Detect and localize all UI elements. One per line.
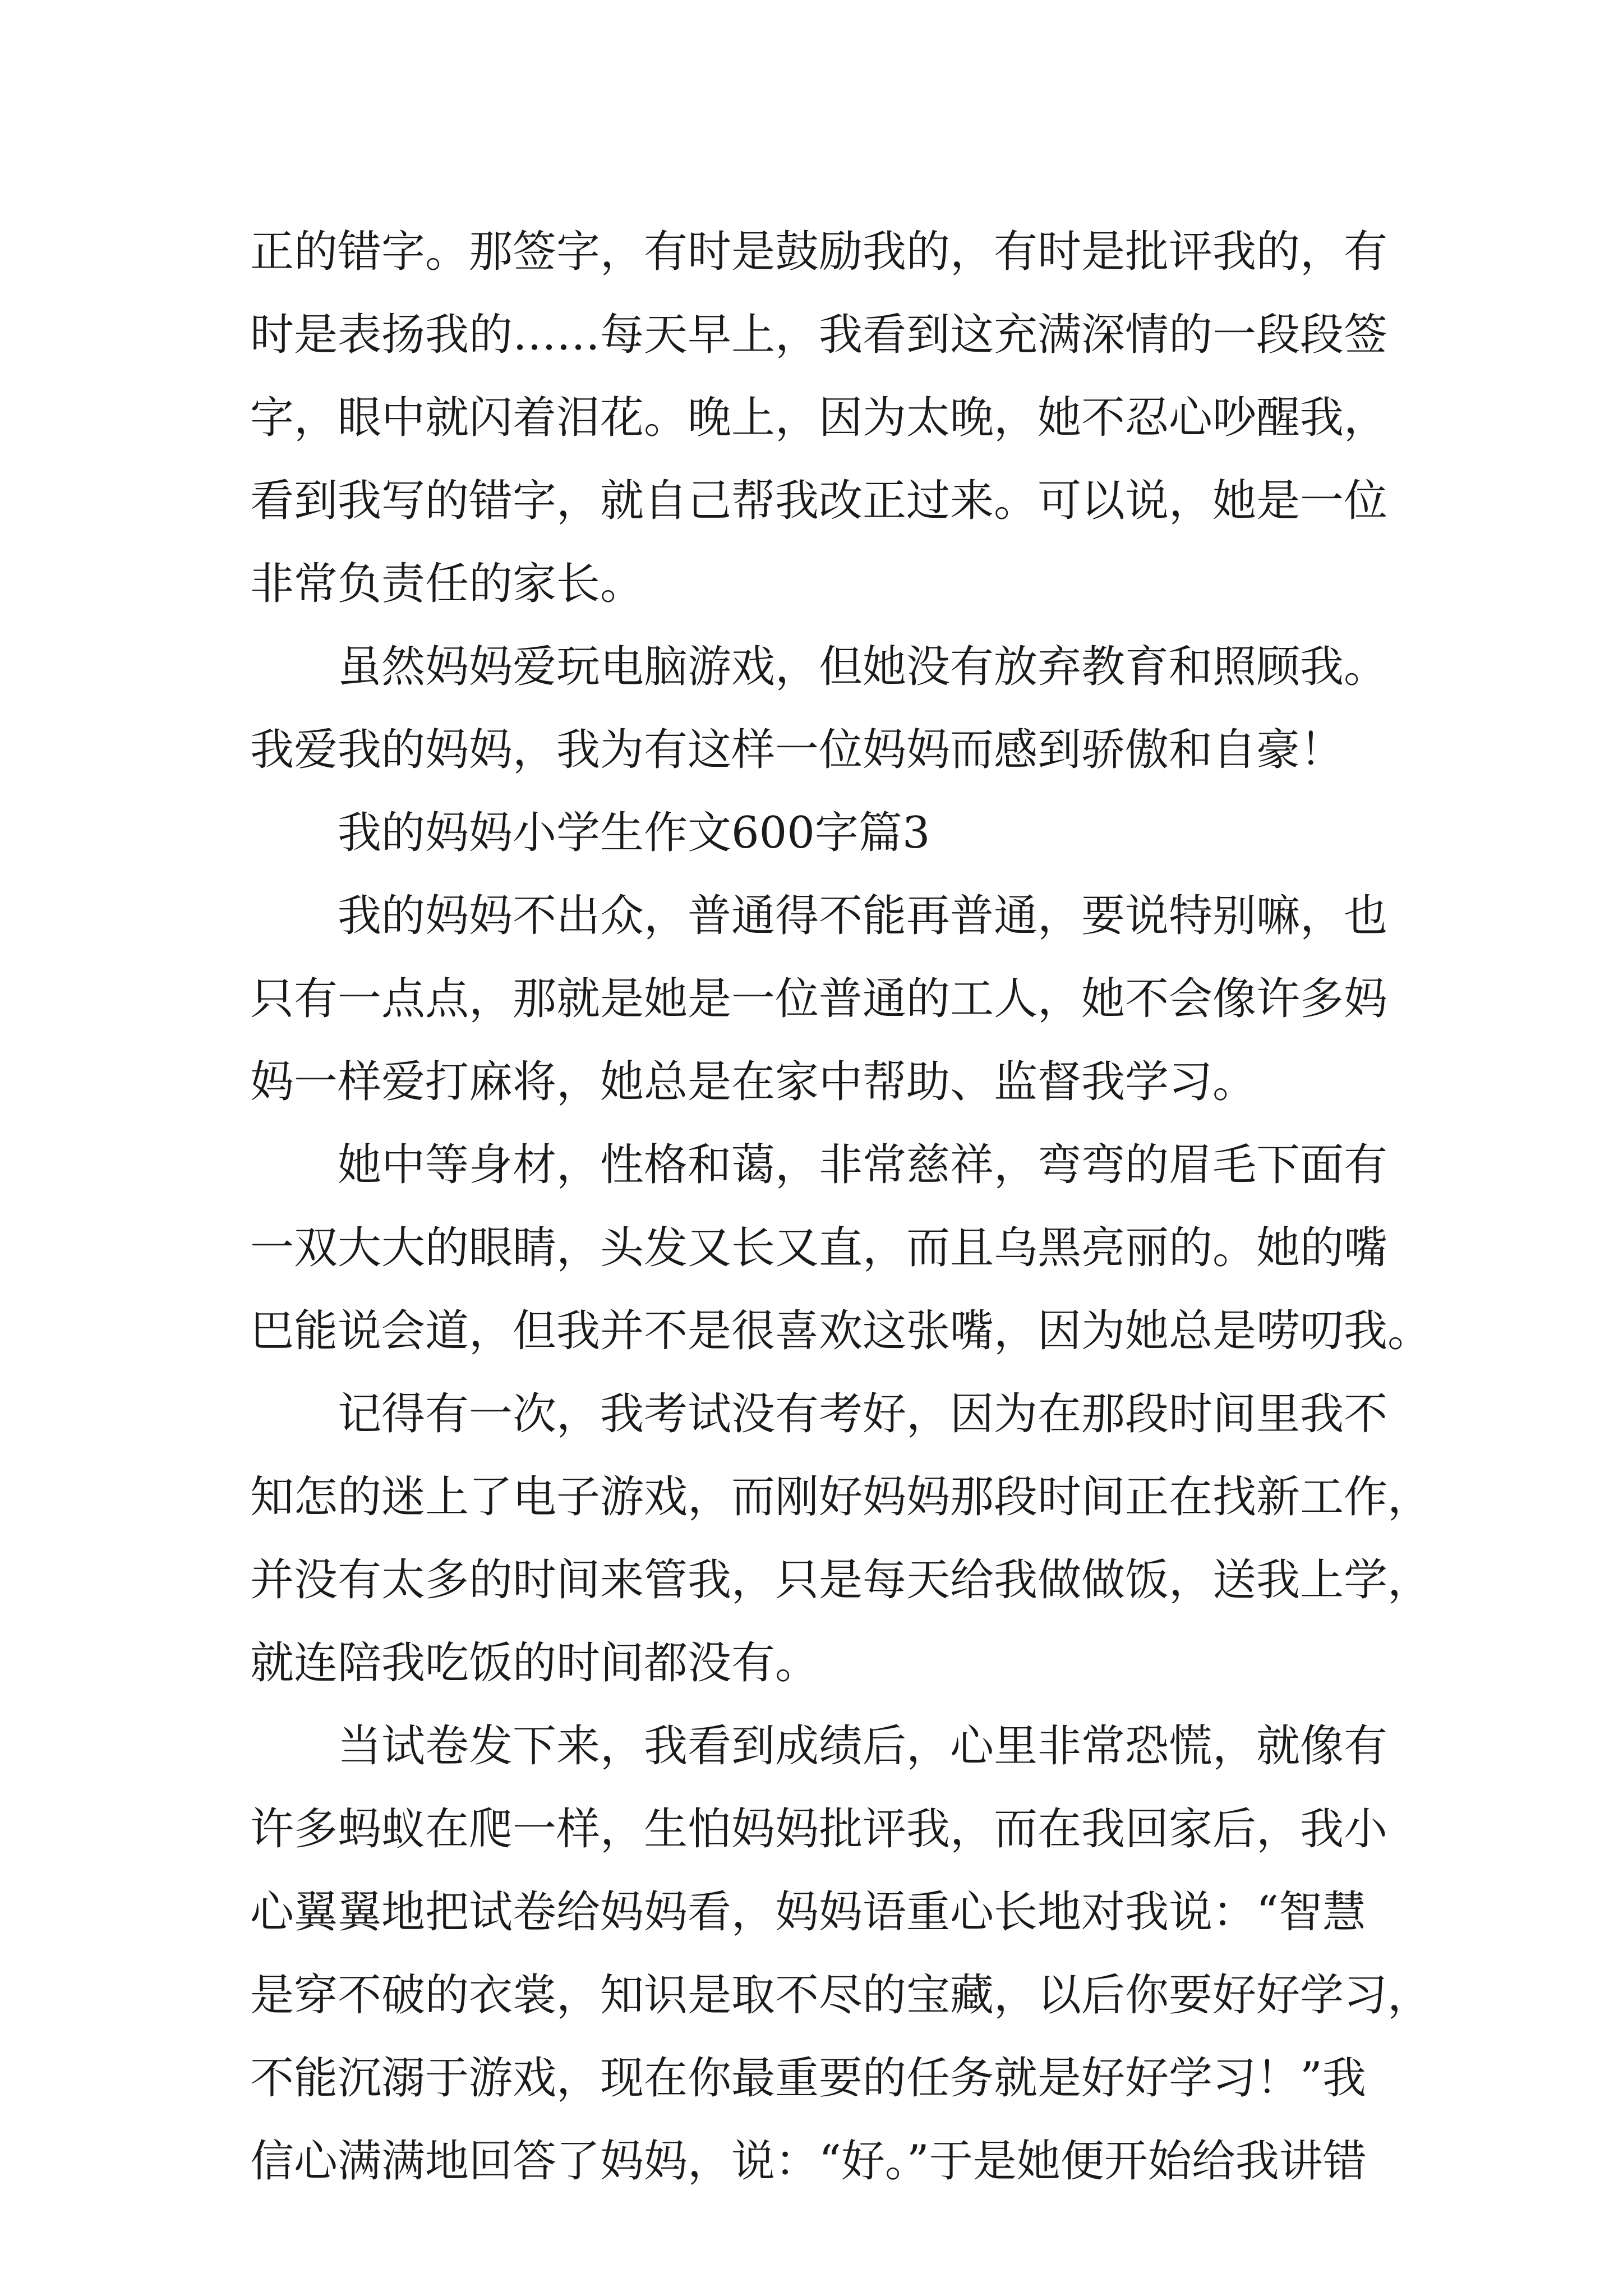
text-line: 不能沉溺于游戏，现在你最重要的任务就是好好学习！”我 xyxy=(250,2053,1366,2104)
text-line: 并没有太多的时间来管我，只是每天给我做做饭，送我上学， xyxy=(250,1555,1432,1605)
text-line: 非常负责任的家长。 xyxy=(250,559,644,609)
text-line: 只有一点点，那就是她是一位普通的工人，她不会像许多妈 xyxy=(250,974,1388,1024)
text-line: 巴能说会道，但我并不是很喜欢这张嘴，因为她总是唠叨我。 xyxy=(250,1306,1432,1356)
text-line: 心翼翼地把试卷给妈妈看，妈妈语重心长地对我说：“智慧 xyxy=(250,1887,1366,1938)
paragraph-start: 记得有一次，我考试没有考好，因为在那段时间里我不 xyxy=(338,1389,1388,1439)
paragraph-start: 虽然妈妈爱玩电脑游戏，但她没有放弃教育和照顾我。 xyxy=(338,642,1388,692)
text-line: 是穿不破的衣裳，知识是取不尽的宝藏，以后你要好好学习， xyxy=(250,1970,1432,2021)
text-line: 就连陪我吃饭的时间都没有。 xyxy=(250,1638,819,1688)
text-line: 看到我写的错字，就自己帮我改正过来。可以说，她是一位 xyxy=(250,476,1388,526)
paragraph-start: 当试卷发下来，我看到成绩后，心里非常恐慌，就像有 xyxy=(338,1721,1388,1772)
essay-text xyxy=(250,210,1450,2203)
text-line: 许多蚂蚁在爬一样，生怕妈妈批评我，而在我回家后，我小 xyxy=(250,1804,1388,1855)
paragraph-start: 她中等身材，性格和蔼，非常慈祥，弯弯的眉毛下面有 xyxy=(338,1140,1388,1190)
text-line: 字，眼中就闪着泪花。晚上，因为太晚，她不忍心吵醒我， xyxy=(250,393,1388,443)
paragraph-start: 我的妈妈不出众，普通得不能再普通，要说特别嘛，也 xyxy=(338,891,1388,941)
text-line: 一双大大的眼睛，头发又长又直，而且乌黑亮丽的。她的嘴 xyxy=(250,1223,1388,1273)
text-line: 信心满满地回答了妈妈，说：“好。”于是她便开始给我讲错 xyxy=(250,2136,1367,2187)
section-heading: 我的妈妈小学生作文600字篇3 xyxy=(338,808,930,858)
text-line: 知怎的迷上了电子游戏，而刚好妈妈那段时间正在找新工作， xyxy=(250,1472,1432,1522)
text-line: 我爱我的妈妈，我为有这样一位妈妈而感到骄傲和自豪！ xyxy=(250,725,1344,775)
text-line: 妈一样爱打麻将，她总是在家中帮助、监督我学习。 xyxy=(250,1057,1257,1107)
text-line: 时是表扬我的……每天早上，我看到这充满深情的一段段签 xyxy=(250,310,1388,360)
text-line: 正的错字。那签字，有时是鼓励我的，有时是批评我的，有 xyxy=(250,227,1388,277)
